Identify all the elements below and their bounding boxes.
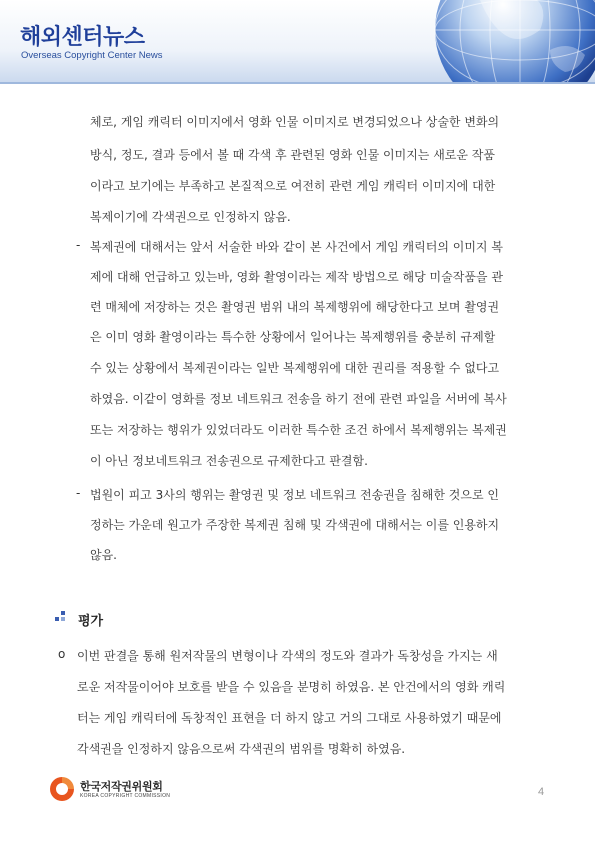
text-line: 이 아닌 정보네트워크 전송권으로 규제한다고 판결함. (90, 454, 368, 468)
page-header (0, 0, 595, 84)
header-subtitle: Overseas Copyright Center News (21, 50, 163, 61)
text-line: 이라고 보기에는 부족하고 본질적으로 여전히 관련 게임 캐릭터 이미지에 대한 (90, 179, 496, 193)
section-title: 평가 (78, 614, 104, 629)
organization-name-english: KOREA COPYRIGHT COMMISSION (80, 793, 171, 799)
dash-bullet: - (76, 486, 81, 500)
text-line: 복제이기에 각색권으로 인정하지 않음. (90, 210, 291, 224)
text-line: 법원이 피고 3사의 행위는 촬영권 및 정보 네트워크 전송권을 침해한 것으로 인 (90, 488, 499, 502)
text-line: 제에 대해 언급하고 있는바, 영화 촬영이라는 제작 방법으로 해당 미술작품을 관 (90, 270, 503, 284)
text-line: 정하는 가운데 원고가 주장한 복제권 침해 및 각색권에 대해서는 이를 인용하지 (90, 518, 500, 532)
globe-icon (410, 0, 595, 84)
organization-name: 한국저작권위원회 (80, 780, 163, 793)
text-line: 방식, 정도, 결과 등에서 볼 때 각색 후 관련된 영화 인물 이미지는 새로운 작품 (90, 148, 495, 162)
header-divider (0, 82, 595, 84)
text-line: 이번 판결을 통해 원저작물의 변형이나 각색의 정도와 결과가 독창성을 가지는 새 (77, 649, 498, 663)
text-line: 수 있는 상황에서 복제권이라는 일반 복제행위에 대한 권리를 적용할 수 없다고 (90, 361, 500, 375)
circle-bullet: o (58, 647, 66, 661)
section-marker-icon (53, 611, 67, 623)
header-title: 해외센터뉴스 (20, 25, 145, 50)
page-number: 4 (538, 786, 545, 798)
text-line: 련 매체에 저장하는 것은 촬영권 범위 내의 복제행위에 해당한다고 보며 촬영권 (90, 300, 500, 314)
text-line: 않음. (90, 548, 117, 562)
dash-bullet: - (76, 238, 81, 252)
kcc-logo-icon (48, 775, 76, 803)
text-line: 각색권을 인정하지 않음으로써 각색권의 범위를 명확히 하였음. (77, 742, 406, 756)
text-line: 또는 저장하는 행위가 있었더라도 이러한 특수한 조건 하에서 복제행위는 복제권 (90, 423, 507, 437)
text-line: 은 이미 영화 촬영이라는 특수한 상황에서 일어나는 복제행위를 충분히 규제할 (90, 330, 496, 344)
text-line: 복제권에 대해서는 앞서 서술한 바와 같이 본 사건에서 게임 캐릭터의 이미지 복 (90, 240, 503, 254)
text-line: 로운 저작물이어야 보호를 받을 수 있음을 분명히 하였음. 본 안건에서의 영화 캐릭 (77, 680, 506, 694)
text-line: 터는 게임 캐릭터에 독창적인 표현을 더 하지 않고 거의 그대로 사용하였기 때문에 (77, 711, 502, 725)
text-line: 하였음. 이같이 영화를 정보 네트워크 전송을 하기 전에 관련 파일을 서버에 복사 (90, 392, 507, 406)
text-line: 체로, 게임 캐릭터 이미지에서 영화 인물 이미지로 변경되었으나 상술한 변화의 (90, 115, 500, 129)
